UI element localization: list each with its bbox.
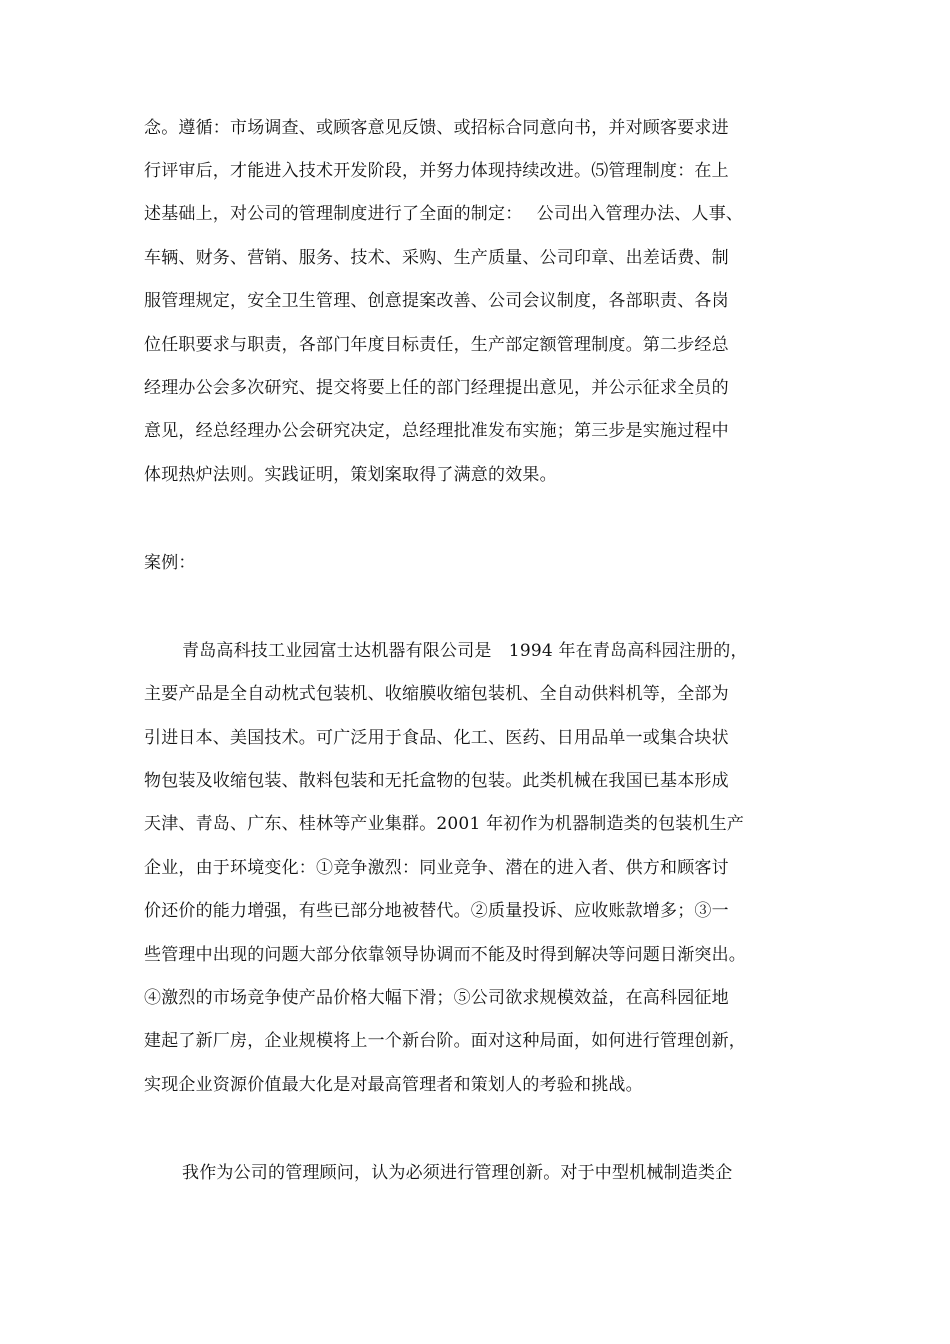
section-heading: 案例：	[144, 553, 196, 573]
paragraph-line: 天津、青岛、广东、桂林等产业集群。2001 年初作为机器制造类的包装机生产	[144, 814, 745, 834]
paragraph-line: 青岛高科技工业园富士达机器有限公司是 1994 年在青岛高科园注册的，	[182, 641, 748, 661]
paragraph-line: 念。遵循：市场调查、或顾客意见反馈、或招标合同意向书，并对顾客要求进	[144, 118, 729, 138]
paragraph-line: 意见，经总经理办公会研究决定，总经理批准发布实施；第三步是实施过程中	[144, 421, 729, 441]
paragraph-line: 引进日本、美国技术。可广泛用于食品、化工、医药、日用品单一或集合块状	[144, 728, 729, 748]
paragraph-line: 实现企业资源价值最大化是对最高管理者和策划人的考验和挑战。	[144, 1075, 643, 1095]
paragraph-line: 我作为公司的管理顾问，认为必须进行管理创新。对于中型机械制造类企	[182, 1163, 733, 1183]
paragraph-line: 些管理中出现的问题大部分依靠领导协调而不能及时得到解决等问题日渐突出。	[144, 945, 746, 965]
paragraph-line: 经理办公会多次研究、提交将要上任的部门经理提出意见，并公示征求全员的	[144, 378, 729, 398]
paragraph-line: 企业，由于环境变化：①竞争激烈：同业竞争、潜在的进入者、供方和顾客讨	[144, 858, 729, 878]
paragraph-line: 述基础上，对公司的管理制度进行了全面的制定： 公司出入管理办法、人事、	[144, 204, 744, 224]
paragraph-line: 行评审后，才能进入技术开发阶段，并努力体现持续改进。⑸管理制度：在上	[144, 161, 729, 181]
paragraph-line: 物包装及收缩包装、散料包装和无托盒物的包装。此类机械在我国已基本形成	[144, 771, 729, 791]
paragraph-line: 建起了新厂房，企业规模将上一个新台阶。面对这种局面，如何进行管理创新，	[144, 1031, 746, 1051]
paragraph-line: 价还价的能力增强，有些已部分地被替代。②质量投诉、应收账款增多；③一	[144, 901, 729, 921]
paragraph-line: 位任职要求与职责，各部门年度目标责任，生产部定额管理制度。第二步经总	[144, 335, 729, 355]
paragraph-line: 车辆、财务、营销、服务、技术、采购、生产质量、公司印章、出差话费、制	[144, 248, 729, 268]
paragraph-line: 体现热炉法则。实践证明，策划案取得了满意的效果。	[144, 465, 557, 485]
paragraph-line: 主要产品是全自动枕式包装机、收缩膜收缩包装机、全自动供料机等，全部为	[144, 684, 729, 704]
paragraph-line: ④激烈的市场竞争使产品价格大幅下滑；⑤公司欲求规模效益，在高科园征地	[144, 988, 729, 1008]
paragraph-line: 服管理规定，安全卫生管理、创意提案改善、公司会议制度，各部职责、各岗	[144, 291, 729, 311]
